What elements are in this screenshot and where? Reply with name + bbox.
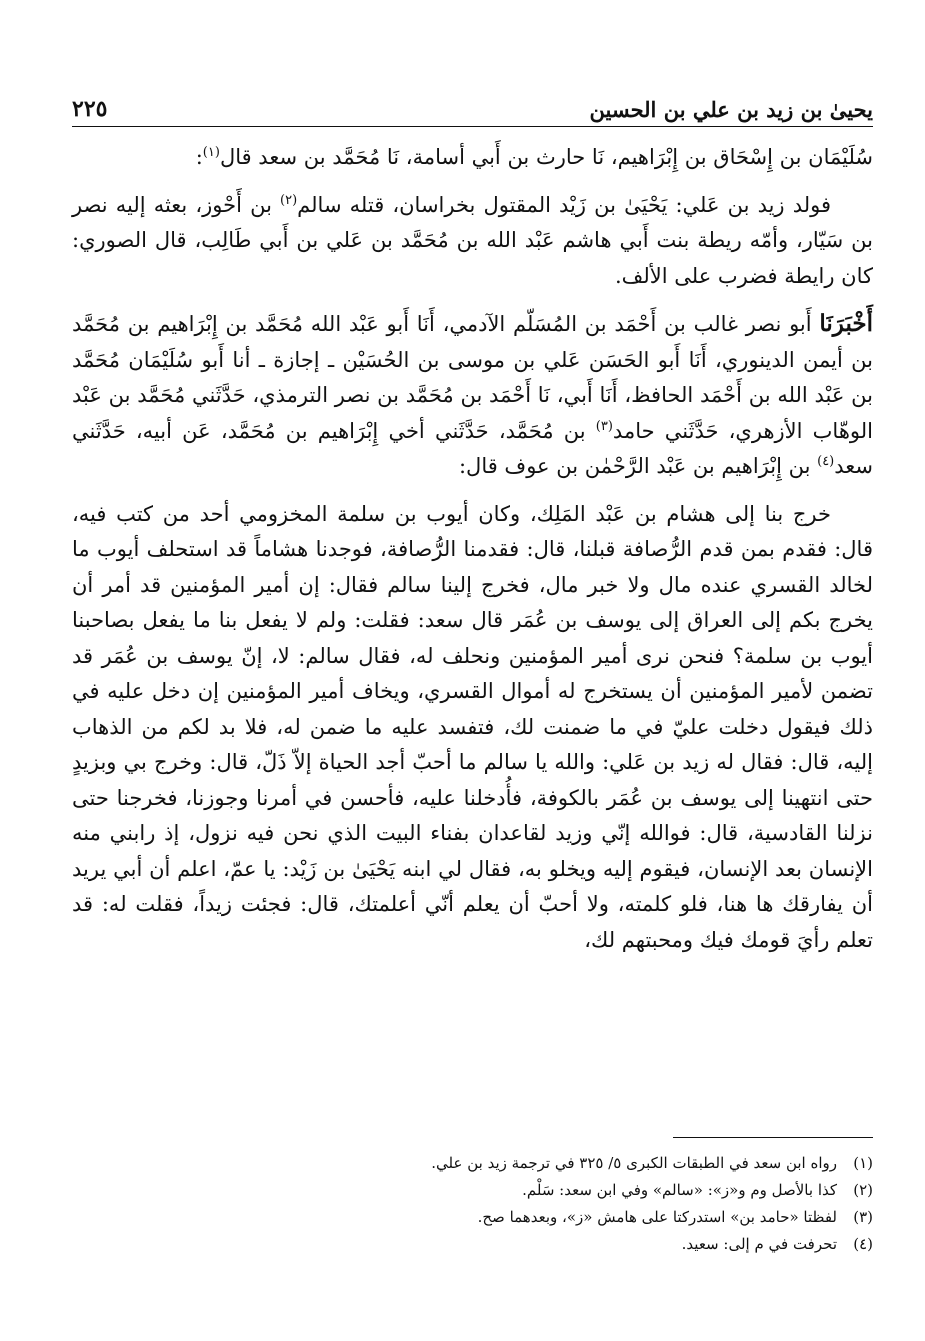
footnote-text: لفظتا «حامد بن» استدركتا على هامش «ز»، وبعدهما صح. bbox=[477, 1208, 837, 1226]
paragraph-2 bbox=[72, 188, 873, 295]
paragraph-3-text-a: أَبو نصر غالب بن أَحْمَد بن المُسَلّم الآدمي، أَنَا أَبو عَبْد الله مُحَمَّد بن إِبْرَاهيم بن مُحَمَّد بن أيمن الدينوري، أَنَا أَبو الحَسَن عَلي بن موسى بن الحُسَيْن ـ إجازة ـ أنا أَبو سُلَيْمَان مُحَمَّد بن عَبْد الله بن أَحْمَد الحافظ، أَنَا أَبي، نَا أَحْمَد بن مُحَمَّد بن نصر الترمذي، حَدَّثَني مُحَمَّد بن عَبْد الوهّاب الأزهري، حَدَّثَني حامد bbox=[72, 312, 873, 443]
footnote-separator bbox=[673, 1137, 873, 1138]
paragraph-4: خرج بنا إلى هشام بن عَبْد المَلِك، وكان أيوب بن سلمة المخزومي أحد من كتب فيه، قال: فقدم بمن قدم الرُّصافة قبلنا، قال: فقدمنا الرُّصافة، فوجدنا هشاماً قد استحلف أيوب ما لخالد القسري عنده مال ولا خبر مال، فخرج إلينا سالم فقال: إن أمير المؤمنين قد أمر أن يخرج بكم إلى العراق إلى يوسف بن عُمَر قال سعد: فقلت: ولم لا يفعل بنا ما يفعل بصاحبنا أيوب بن سلمة؟ فنحن نرى أمير المؤمنين ونحلف له، فقال سالم: لا، إنّ يوسف بن عُمَر قد تضمن لأمير المؤمنين أن يستخرج له أموال القسري، ويخاف أمير المؤمنين إن دخل عليه في ذلك فيقول دخلت عليّ في ما ضمنت لك، فتفسد عليه ما ضمن له، فلا بد لكم من الذهاب إليه، قال: فقال له زيد بن عَلي: والله يا سالم ما أحبّ أجد الحياة إلاّ ذَلّ، قال: وخرج بي وبزيدٍ حتى انتهينا إلى يوسف بن عُمَر بالكوفة، فأُدخلنا عليه، فأحسن في أمرنا وجوزنا، فخرجنا حتى نزلنا القادسية، قال: فوالله إنّي وزيد لقاعدان بفناء البيت الذي نحن فيه نزول، إذ رابني منه الإنسان بعد الإنسان، فيقوم إليه ويخلو به، فقال لي ابنه يَحْيَىٰ بن زَيْد: يا عمّ، اعلم أن أبي يريد أن يفارقك ها هنا، فلو كلمته، ولا أحبّ أن يعلم أنّي أعلمتك، قال: فجئت زيداً، فقلت له: قد تعلم رأيَ قومك فيك ومحبتهم لك، bbox=[72, 501, 873, 952]
footnote-ref-3: (٣) bbox=[595, 418, 613, 434]
footnote-ref-4: (٤) bbox=[817, 454, 835, 469]
paragraph-1-text: سُلَيْمَان بن إِسْحَاق بن إِبْرَاهيم، نَا حارث بن أَبي أسامة، نَا مُحَمَّد بن سعد قال bbox=[219, 145, 873, 169]
footnote-ref-1: (١) bbox=[202, 145, 220, 160]
footnote-number: (٢) bbox=[853, 1181, 873, 1199]
page-header bbox=[72, 82, 873, 127]
running-title: يحيىٰ بن زيد بن علي بن الحسين bbox=[589, 97, 873, 122]
paragraph-3 bbox=[72, 306, 873, 485]
footnote-text: رواه ابن سعد في الطبقات الكبرى ٥/ ٣٢٥ في ترجمة زيد بن علي. bbox=[431, 1154, 837, 1172]
footnote-1 bbox=[72, 1150, 873, 1177]
footnote-3 bbox=[72, 1204, 873, 1231]
footnote-text: تحرفت في م إلى: سعيد. bbox=[681, 1235, 837, 1253]
paragraph-3-text-c: بن إِبْرَاهيم بن عَبْد الرَّحْمٰن بن عوف قال: bbox=[458, 454, 818, 478]
akhbarana-keyword: أَخْبَرَنَا bbox=[819, 310, 873, 337]
footnote-4 bbox=[72, 1231, 873, 1258]
footnote-2 bbox=[72, 1177, 873, 1204]
footnote-text: كذا بالأصل وم و«ز»: «سالم» وفي ابن سعد: سَلْم. bbox=[522, 1181, 837, 1199]
main-text bbox=[72, 140, 873, 970]
footnote-ref-2: (٢) bbox=[280, 192, 298, 208]
paragraph-1-tail: : bbox=[195, 145, 203, 169]
page-number: ٢٢٥ bbox=[72, 96, 108, 122]
footnotes bbox=[72, 1150, 873, 1258]
footnote-number: (١) bbox=[853, 1154, 873, 1172]
footnote-number: (٣) bbox=[853, 1208, 873, 1226]
paragraph-2-text-a: فولد زيد بن عَلي: يَحْيَىٰ بن زَيْد المقتول بخراسان، قتله سالم bbox=[297, 192, 831, 217]
paragraph-3-text-b: بن مُحَمَّد، حَدَّثَني أخي إِبْرَاهيم بن مُحَمَّد، عَن أبيه، حَدَّثَني سعد bbox=[72, 418, 873, 478]
paragraph-1 bbox=[72, 140, 873, 176]
footnote-number: (٤) bbox=[853, 1235, 873, 1253]
paragraph-2-text-b: بن أَحْوز، بعثه إليه نصر بن سَيّار، وأمّه ريطة بنت أَبي هاشم عَبْد الله بن مُحَمَّد بن عَلي بن أَبي طَالِب، قال الصوري: كان رايطة فضرب على الألف. bbox=[72, 192, 873, 288]
